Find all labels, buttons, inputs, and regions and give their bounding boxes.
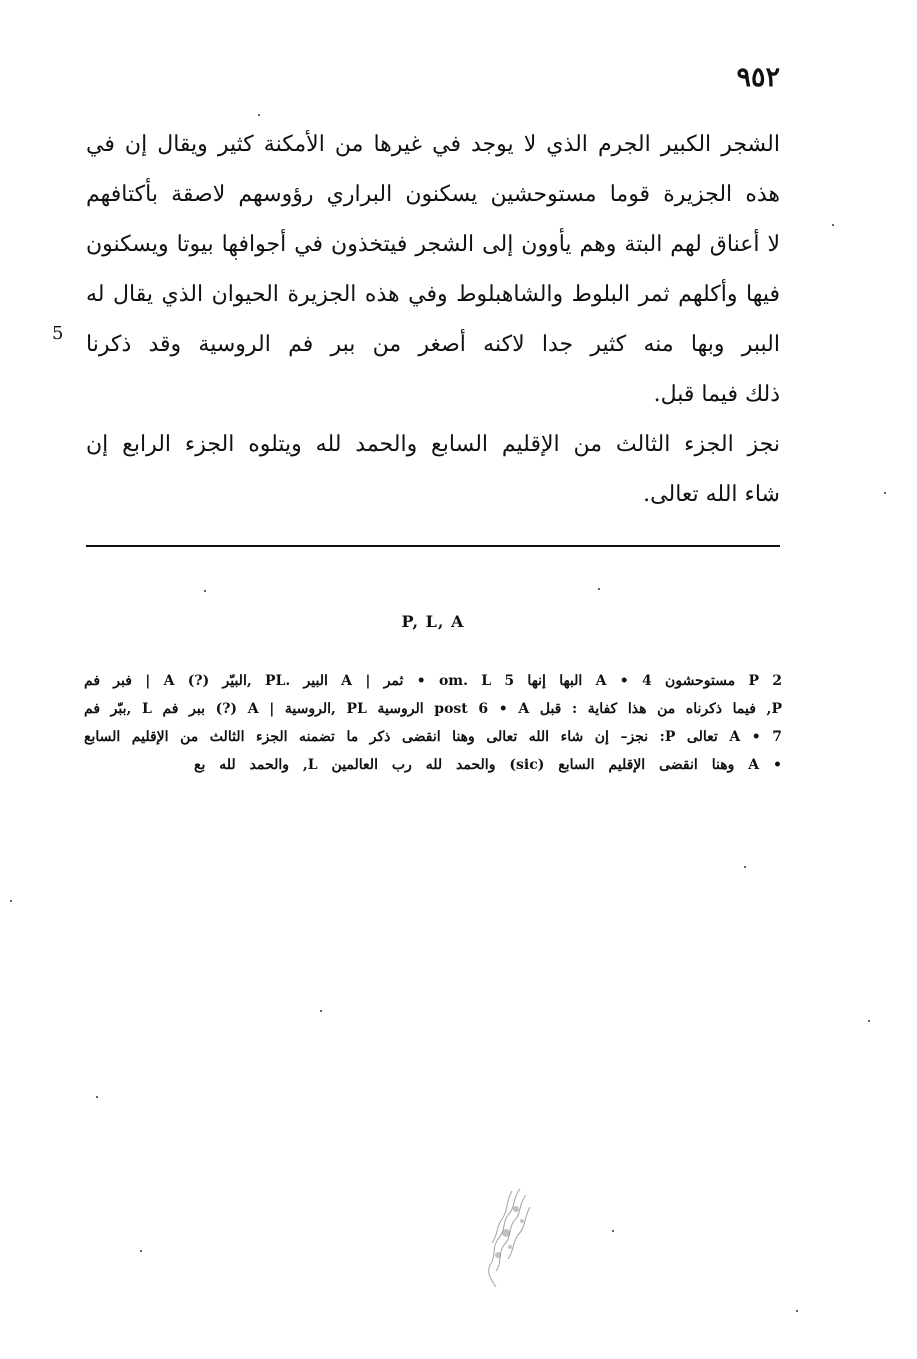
- text-line: نجز الجزء الثالث من الإقليم السابع والحمد لله ويتلوه الجزء الرابع إن: [86, 432, 780, 457]
- text-line: ذلك فيما قبل.: [653, 382, 780, 407]
- main-text: [86, 120, 780, 520]
- paper-speck: [744, 866, 746, 868]
- text-line: شاء الله تعالى.: [643, 482, 780, 507]
- ink-smudge-mark: [472, 1185, 542, 1290]
- apparatus-line: P, فيما ذكرناه من هذا كفاية : قبل post 6 • A الروسية PL ,الروسية | A (?) ببر فم L ,ببّر فم: [84, 701, 782, 717]
- text-line: فيها وأكلهم ثمر البلوط والشاهبلوط وفي هذه الجزيرة الحيوان الذي يقال له: [86, 282, 780, 307]
- text-line: الببر وبها منه كثير جدا لاكنه أصغر من ببر فم الروسية وقد ذكرنا: [86, 332, 780, 357]
- text-line: لا أعناق لهم البتة وهم يأوون إلى الشجر فيتخذون في أجوافها بيوتا ويسكنون: [86, 232, 780, 257]
- paper-speck: [235, 258, 237, 260]
- apparatus-line-text: • A وهنا انقضى الإقليم السابع (sic) والحمد لله رب العالمين L, والحمد لله بع: [194, 757, 782, 773]
- paper-speck: [140, 1250, 142, 1252]
- paper-speck: [832, 224, 834, 226]
- apparatus-line-last: [84, 751, 782, 779]
- apparatus-line: A • 7 تعالى P: نجز– إن شاء الله تعالى وهنا انقضى ذكر ما تضمنه الجزء الثالث من الإقليم السابع: [84, 729, 782, 745]
- apparatus-line: 2 P مستوحشون 4 • A البها إنها 5 om. L • ثمر | A البير .PL ,البيّر (?) A | فبر فم: [84, 673, 782, 689]
- text-line: هذه الجزيرة قوما مستوحشين يسكنون البراري رؤوسهم لاصقة بأكتافهم: [86, 182, 780, 207]
- text-line: الشجر الكبير الجرم الذي لا يوجد في غيرها من الأمكنة كثير ويقال إن في: [86, 132, 780, 157]
- page-number: ٩٥٢: [736, 62, 780, 93]
- paper-speck: [612, 1230, 614, 1232]
- paper-speck: [320, 1010, 322, 1012]
- paper-speck: [598, 588, 600, 590]
- paper-speck: [796, 1310, 798, 1312]
- paper-speck: [884, 492, 886, 494]
- footnote-divider: [86, 545, 780, 547]
- paper-speck: [258, 114, 260, 116]
- critical-apparatus: [84, 667, 782, 779]
- margin-line-number: 5: [52, 323, 64, 344]
- paper-speck: [96, 1096, 98, 1098]
- paper-speck: [10, 900, 12, 902]
- paper-speck: [204, 590, 206, 592]
- apparatus-heading: P, L, A: [401, 612, 465, 631]
- paper-speck: [868, 1020, 870, 1022]
